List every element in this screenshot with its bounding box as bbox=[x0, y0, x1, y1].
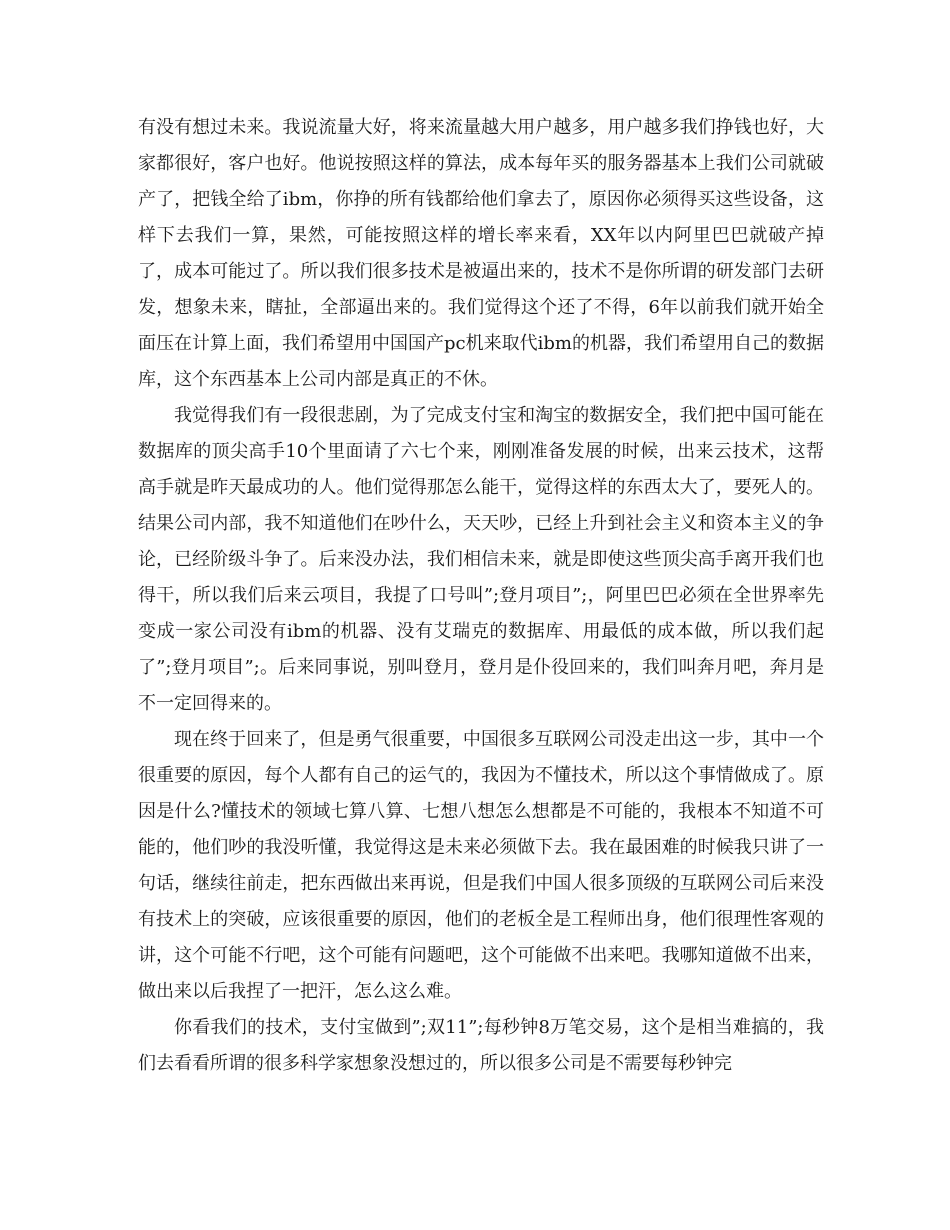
paragraph-4: 你看我们的技术，支付宝做到”;双11”;每秒钟8万笔交易，这个是相当难搞的，我们去看看所谓的很多科学家想象没想过的，所以很多公司是不需要每秒钟完 bbox=[138, 1017, 824, 1074]
paragraph-2: 我觉得我们有一段很悲剧，为了完成支付宝和淘宝的数据安全，我们把中国可能在数据库的顶尖高手10个里面请了六七个来，刚刚准备发展的时候，出来云技术，这帮高手就是昨天最成功的人。他们觉得那怎么能干，觉得这样的东西太大了，要死人的。结果公司内部，我不知道他们在吵什么，天天吵，已经上升到社会主义和资本主义的争论，已经阶级斗争了。后来没办法，我们相信未来，就是即使这些顶尖高手离开我们也得干，所以我们后来云项目，我提了口号叫”;登月项目”;，阿里巴巴必须在全世界率先变成一家公司没有ibm的机器、没有艾瑞克的数据库、用最低的成本做，所以我们起了”;登月项目”;。后来同事说，别叫登月，登月是仆役回来的，我们叫奔月吧，奔月是不一定回得来的。 bbox=[138, 405, 824, 714]
paragraph-1: 有没有想过未来。我说流量大好，将来流量越大用户越多，用户越多我们挣钱也好，大家都很好，客户也好。他说按照这样的算法，成本每年买的服务器基本上我们公司就破产了，把钱全给了ibm，你挣的所有钱都给他们拿去了，原因你必须得买这些设备，这样下去我们一算，果然，可能按照这样的增长率来看，XX年以内阿里巴巴就破产掉了，成本可能过了。所以我们很多技术是被逼出来的，技术不是你所谓的研发部门去研发，想象未来，瞎扯，全部逼出来的。我们觉得这个还了不得，6年以前我们就开始全面压在计算上面，我们希望用中国国产pc机来取代ibm的机器，我们希望用自己的数据库，这个东西基本上公司内部是真正的不休。 bbox=[138, 117, 824, 390]
paragraph-3: 现在终于回来了，但是勇气很重要，中国很多互联网公司没走出这一步，其中一个很重要的原因，每个人都有自己的运气的，我因为不懂技术，所以这个事情做成了。原因是什么?懂技术的领域七算八算、七想八想怎么想都是不可能的，我根本不知道不可能的，他们吵的我没听懂，我觉得这是未来必须做下去。我在最困难的时候我只讲了一句话，继续往前走，把东西做出来再说，但是我们中国人很多顶级的互联网公司后来没有技术上的突破，应该很重要的原因，他们的老板全是工程师出身，他们很理性客观的讲，这个可能不行吧，这个可能有问题吧，这个可能做不出来吧。我哪知道做不出来，做出来以后我捏了一把汗，怎么这么难。 bbox=[138, 729, 824, 1002]
document-body bbox=[138, 110, 824, 1082]
